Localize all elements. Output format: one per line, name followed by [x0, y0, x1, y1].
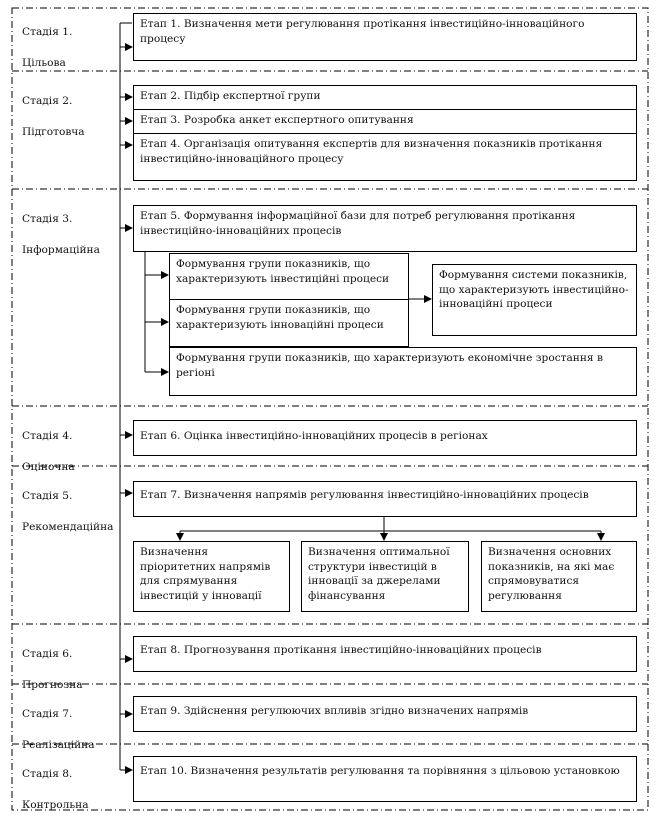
- step-2-box: Етап 2. Підбір експертної групи: [133, 85, 637, 110]
- stage-label-3: [22, 197, 100, 274]
- stage-number: Стадія 3.: [22, 213, 73, 226]
- stage-number: Стадія 7.: [22, 708, 73, 721]
- stage-name: Рекомендаційна: [22, 521, 114, 534]
- stage-number: Стадія 5.: [22, 490, 73, 503]
- stage-number: Стадія 2.: [22, 95, 73, 108]
- stage-number: Стадія 8.: [22, 768, 73, 781]
- step-9-box: Етап 9. Здійснення регулюючих впливів згідно визначених напрямів: [133, 696, 637, 732]
- stage-number: Стадія 4.: [22, 430, 73, 443]
- step-arrows: [120, 47, 132, 770]
- stage-name: Інформаційна: [22, 244, 100, 257]
- rec-priority-directions-box: Визначення пріоритетних напрямів для спрямування інвестицій у інновації: [133, 541, 290, 612]
- recommendation-branch-lines: [180, 517, 601, 540]
- stage-label-2: [22, 79, 85, 156]
- rec-key-indicators-box: Визначення основних показників, на які має спрямовуватися регулювання: [481, 541, 637, 612]
- stage-label-5: [22, 474, 113, 551]
- stage-name: Оціночна: [22, 461, 75, 474]
- stage-name: Підготовча: [22, 126, 85, 139]
- stage-number: Стадія 1.: [22, 26, 73, 39]
- stage-name: Прогнозна: [22, 679, 83, 692]
- rec-investment-structure-box: Визначення оптимальної структури інвестицій в інновації за джерелами фінансування: [301, 541, 469, 612]
- step-6-box: Етап 6. Оцінка інвестиційно-інноваційних процесів в регіонах: [133, 420, 637, 456]
- stage-label-8: [22, 752, 89, 829]
- stage-number: Стадія 6.: [22, 648, 73, 661]
- innov-indicators-box: Формування групи показників, що характеризують інноваційні процеси: [169, 299, 409, 347]
- invest-indicators-box: Формування групи показників, що характеризують інвестиційні процеси: [169, 253, 409, 300]
- step-5-box: Етап 5. Формування інформаційної бази для потреб регулювання протікання інвестиційно-інноваційних процесів: [133, 205, 637, 252]
- step-10-box: Етап 10. Визначення результатів регулювання та порівняння з цільовою установкою: [133, 756, 637, 802]
- stage-name: Реалізаційна: [22, 739, 95, 752]
- step-7-box: Етап 7. Визначення напрямів регулювання інвестиційно-інноваційних процесів: [133, 481, 637, 517]
- step-3-box: Етап 3. Розробка анкет експертного опитування: [133, 109, 637, 134]
- system-indicators-box: Формування системи показників, що характеризують інвестиційно-інноваційні процеси: [432, 264, 637, 336]
- step-1-box: Етап 1. Визначення мети регулювання протікання інвестиційно-інноваційного процесу: [133, 13, 637, 61]
- stage-label-1: [22, 10, 72, 87]
- growth-indicators-box: Формування групи показників, що характеризують економічне зростання в регіоні: [169, 347, 637, 396]
- stage-name: Цільова: [22, 57, 66, 70]
- step-8-box: Етап 8. Прогнозування протікання інвестиційно-інноваційних процесів: [133, 636, 637, 672]
- stage-name: Контрольна: [22, 799, 89, 812]
- step-4-box: Етап 4. Організація опитування експертів для визначення показників протікання інвестиційно-інноваційного процесу: [133, 133, 637, 181]
